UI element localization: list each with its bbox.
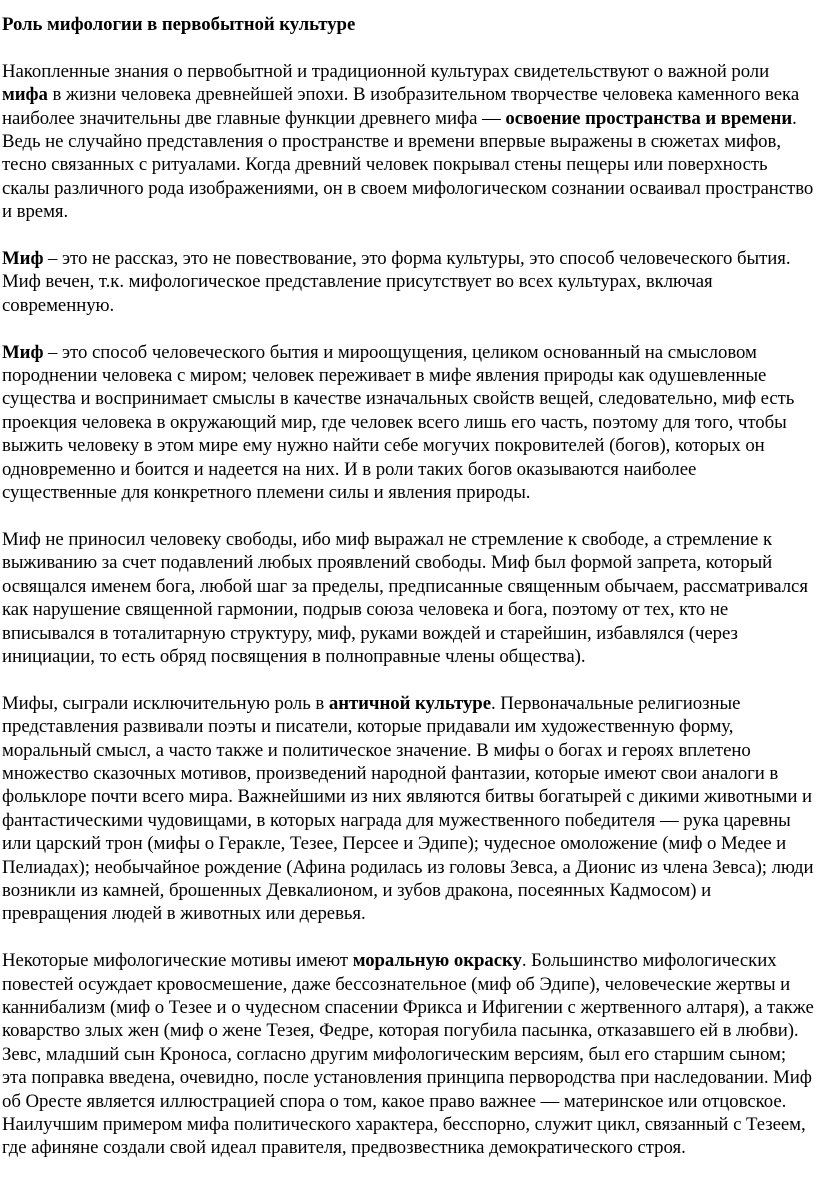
text-run: . Первоначальные религиозные представления развивали поэты и писатели, которые придавали им художественную форму, моральный смысл, а часто также и политическое значение. В мифы о богах и героях вплетено множество сказочных мотивов, произведений народной фантазии, которые имеют свои аналоги в фольклоре почти всего мира. Важнейшими из них являются битвы богатырей с дикими животными и фантастическими чудовищами, в которых награда для мужественного победителя — рука царевны или царский трон (мифы о Геракле, Тезее, Персее и Эдипе); чудесное омоложение (миф о Медее и Пелиадах); необычайное рождение (Афина родилась из головы Зевса, а Дионис из члена Зевса); люди возникли из камней, брошенных Девкалионом, и зубов дракона, посеянных Кадмосом) и превращения людей в животных или деревья. [2,692,814,925]
text-run: Мифы, сыграли исключительную роль в [2,692,329,714]
text-run: – это не рассказ, это не повествование, это форма культуры, это способ человеческого бытия. Миф вечен, т.к. мифологическое представление присутствует во всех культурах, включая современную. [2,248,791,316]
paragraph-2 [2,247,814,317]
paragraph-1 [2,60,814,224]
bold-term: Миф [2,341,44,363]
text-run: Накопленные знания о первобытной и традиционной культурах свидетельствуют о важной роли [2,60,770,82]
spacer [2,504,814,527]
text-run: Миф не приносил человеку свободы, ибо миф выражал не стремление к свободе, а стремление к выживанию за счет подавлений любых проявлений свободы. Миф был формой запрета, который освящался именем бога, любой шаг за пределы, предписанные священным обычаем, рассматривался как нарушение священной гармонии, подрыв союза человека и бога, поэтому от тех, кто не вписывался в тоталитарную структуру, миф, руками вождей и старейшин, избавлялся (через инициации, то есть обряд посвящения в полноправные члены общества). [2,528,808,667]
spacer [2,926,814,949]
spacer [2,317,814,340]
text-run: . Большинство мифологических повестей осуждает кровосмешение, даже бессознательное (миф об Эдипе), человеческие жертвы и каннибализм (миф о Тезее и о чудесном спасении Фрикса и Ифигении с жертвенного алтаря), а также коварство злых жен (миф о жене Тезея, Федре, которая погубила пасынка, отказавшего ей в любви). Зевс, младший сын Кроноса, согласно другим мифологическим версиям, был его старшим сыном; эта поправка введена, очевидно, после установления принципа первородства при наследовании. Миф об Оресте является иллюстрацией спора о том, какое право важнее — материнское или отцовское. Наилучшим примером мифа политического характера, бесспорно, служит цикл, связанный с Тезеем, где афиняне создали свой идеал правителя, предвозвестника демократического строя. [2,950,814,1159]
paragraph-6 [2,949,814,1160]
text-run: – это способ человеческого бытия и мироощущения, целиком основанный на смысловом породнении человека с миром; человек переживает в мифе явления природы как одушевленные существа и воспринимает смыслы в качестве изначальных свойств вещей, следовательно, миф есть проекция человека в окружающий мир, где человек всего лишь его часть, поэтому для того, чтобы выжить человеку в этом мире ему нужно найти себе могучих покровителей (богов), которых он одновременно и боится и надеется на них. И в роли таких богов оказываются наиболее существенные для конкретного племени силы и явления природы. [2,341,795,504]
spacer [2,668,814,691]
spacer [2,224,814,247]
paragraph-5 [2,692,814,926]
paragraph-4 [2,528,814,668]
text-run: Некоторые мифологические мотивы имеют [2,950,353,972]
bold-term: Миф [2,248,44,270]
bold-term: античной культуре [328,692,491,714]
bold-term: мифа [2,84,48,106]
text-run: . Ведь не случайно представления о пространстве и времени впервые выражены в сюжетах мифов, тесно связанных с ритуалами. Когда древний человек покрывал стены пещеры или поверхность скалы различного рода изображениями, он в своем мифологическом сознании осваивал пространство и время. [2,107,814,223]
paragraph-3 [2,341,814,505]
text-run: в жизни человека древнейшей эпохи. В изобразительном творчестве человека каменного века наиболее значительны две главные функции древнего мифа — [2,84,800,129]
bold-term: освоение пространства и времени [505,107,793,129]
spacer [2,36,814,59]
document-title: Роль мифологии в первобытной культуре [2,14,356,35]
bold-term: моральную окраску [352,950,522,972]
